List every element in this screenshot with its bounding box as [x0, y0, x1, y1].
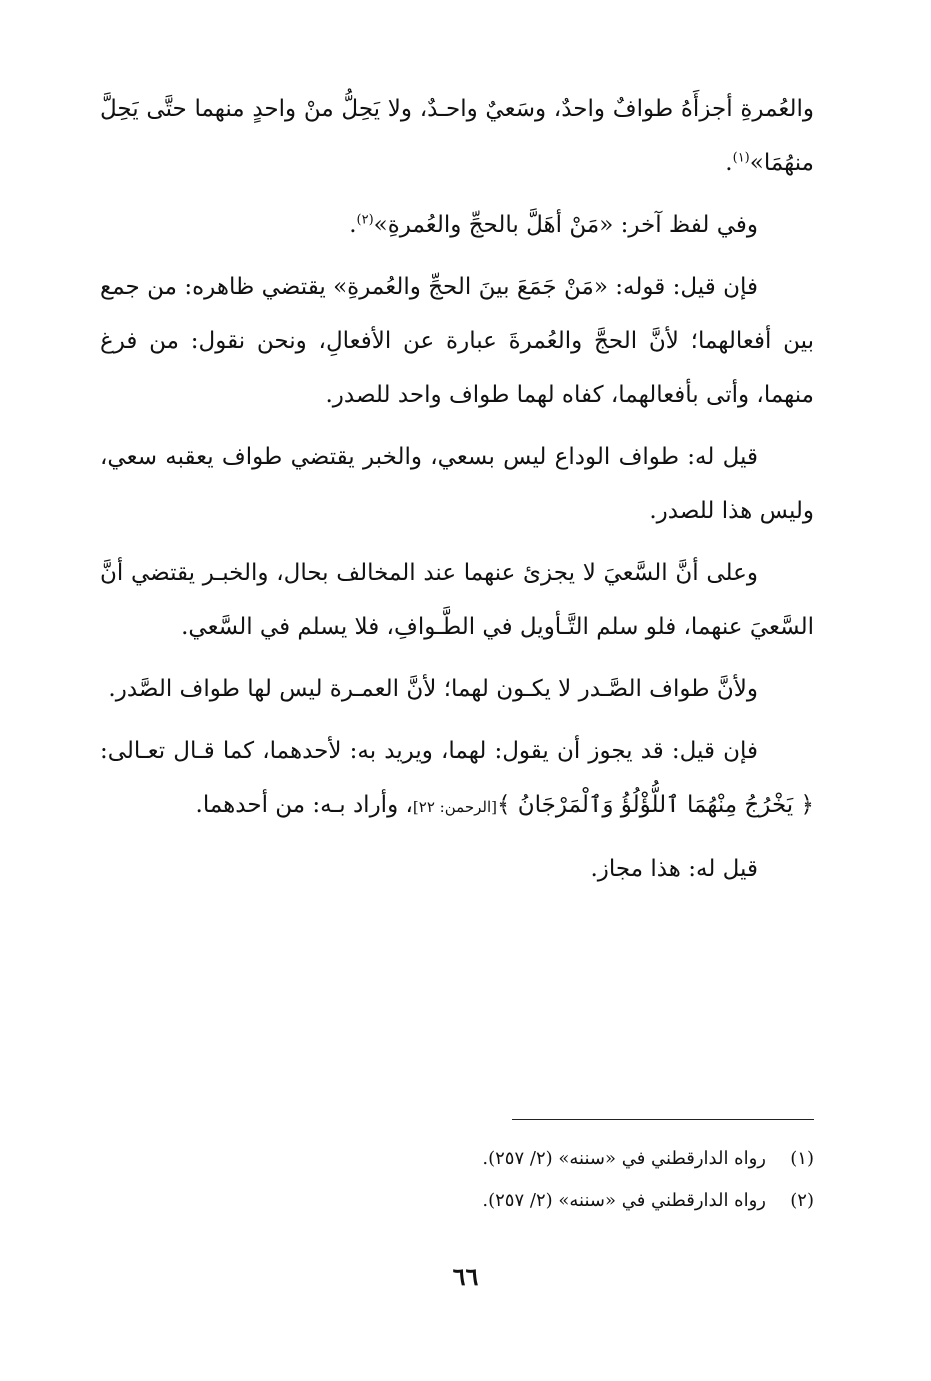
paragraph-2-end: . [349, 212, 357, 238]
main-text [100, 82, 814, 904]
paragraph-2 [100, 198, 814, 252]
footnote-1 [100, 1138, 814, 1180]
paragraph-7 [100, 724, 814, 834]
paragraph-3: فإن قيل: قوله: «مَنْ جَمَعَ بينَ الحجِّ والعُمرةِ» يقتضي ظاهره: من جمع بين أفعالهما؛ لأنَّ الحجَّ والعُمرةَ عبارة عن الأفعالِ، ونحن نقول: من فرغ منهما، وأتى بأفعالهما، كفاه لهما طواف واحد للصدر. [100, 274, 814, 408]
footnote-text: رواه الدارقطني في «سننه» (٢/ ٢٥٧). [482, 1190, 766, 1211]
footnote-2 [100, 1180, 814, 1222]
quran-verse: ﴿ يَخْرُجُ مِنْهُمَا ٱللُّؤْلُؤُ وَٱلْمَرْجَانُ ﴾ [496, 792, 814, 818]
paragraph-2-text: وفي لفظ آخر: «مَنْ أهَلَّ بالحجِّ والعُمرةِ» [373, 212, 758, 238]
footnote-separator [512, 1119, 814, 1120]
paragraph-1-text: والعُمرةِ أجزأَهُ طوافٌ واحدٌ، وسَعيٌ واحـدٌ، ولا يَحِلُّ منْ واحدٍ منهما حتَّى يَحِلَّ منهُمَا» [100, 96, 814, 176]
footnote-ref-1: (١) [732, 150, 750, 166]
page-number: ٦٦ [452, 1262, 479, 1291]
footnotes [100, 1138, 814, 1222]
footnote-number: (١) [790, 1148, 814, 1169]
paragraph-4: قيل له: طواف الوداع ليس بسعي، والخبر يقتضي طواف يعقبه سعي، وليس هذا للصدر. [100, 444, 814, 524]
paragraph-1-end: . [725, 150, 733, 176]
paragraph-5: وعلى أنَّ السَّعيَ لا يجزئ عنهما عند المخالف بحال، والخبـر يقتضي أنَّ السَّعيَ عنهما، فلو سلم التَّـأويل في الطَّـوافِ، فلا يسلم في السَّعي. [100, 560, 814, 640]
paragraph-6: ولأنَّ طواف الصَّـدر لا يكـون لهما؛ لأنَّ العمـرة ليس لها طواف الصَّدر. [108, 676, 758, 702]
paragraph-7-text-b: ، وأراد بـه: من أحدهما. [195, 792, 413, 818]
footnote-number: (٢) [790, 1190, 814, 1211]
quran-citation: [الرحمن: ٢٢] [412, 798, 497, 816]
paragraph-8: قيل له: هذا مجاز. [590, 856, 758, 882]
paragraph-1 [100, 82, 814, 190]
paragraph-7-text-a: فإن قيل: قد يجوز أن يقول: لهما، ويريد به: لأحدهما، كما قـال تعـالى: [100, 738, 758, 764]
footnote-ref-2: (٢) [356, 212, 374, 228]
footnote-text: رواه الدارقطني في «سننه» (٢/ ٢٥٧). [482, 1148, 766, 1169]
